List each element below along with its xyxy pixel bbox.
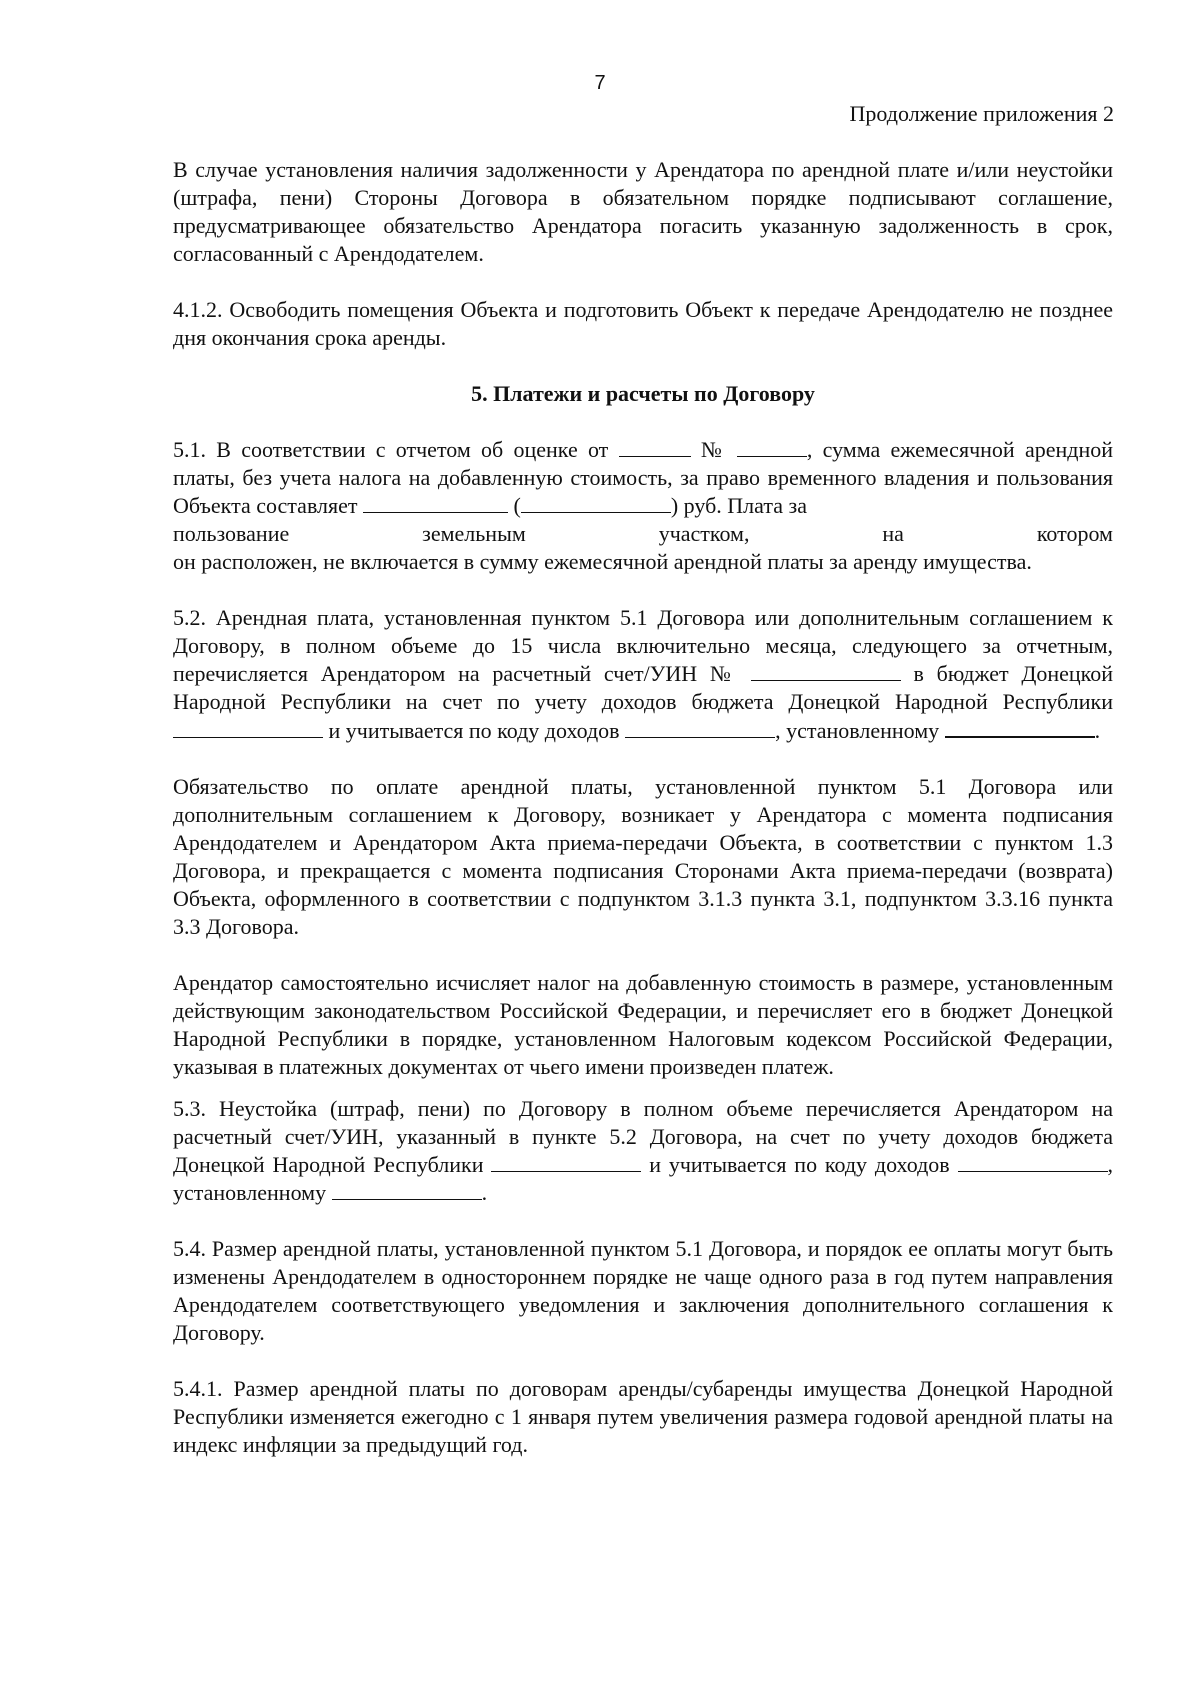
page-number: 7 bbox=[594, 72, 606, 94]
paragraph-5-4: 5.4. Размер арендной платы, установленной пунктом 5.1 Договора, и порядок ее оплаты могут быть изменены Арендодателем в одностороннем порядке не чаще одного раза в год путем направления Арендодателем соответствующего уведомления и заключения дополнительного соглашения к Договору. bbox=[173, 1236, 1113, 1345]
paragraph-debt: В случае установления наличия задолженности у Арендатора по арендной плате и/или неустойки (штрафа, пени) Стороны Договора в обязательном порядке подписывают соглашение, предусматривающее обязательство Арендатора погасить указанную задолженность в срок, согласованный с Арендодателем. bbox=[173, 157, 1113, 266]
continuation-label: Продолжение приложения 2 bbox=[849, 101, 1114, 126]
document-body bbox=[173, 156, 1113, 1459]
blank-report-date bbox=[619, 436, 691, 457]
text-5-1-part6: он расположен, не включается в сумму ежемесячной арендной платы за аренду имущества. bbox=[173, 549, 1032, 574]
text-5-2-part2: в бюджет Донецкой Народной Республики на счет по учету доходов бюджета Донецкой Народной Республики bbox=[173, 661, 1114, 714]
text-5-3-part1: 5.3. Неустойка (штраф, пени) по Договору в полном объеме перечисляется Арендатором на расчетный счет/УИН, указанный в пункте 5.2 Договора, на счет по учету доходов бюджета Донецкой Народной Республики bbox=[173, 1096, 1113, 1177]
text-5-1-part1: 5.1. В соответствии с отчетом об оценке от bbox=[173, 437, 619, 462]
spread-word: участком, bbox=[658, 521, 750, 546]
blank-income-code bbox=[625, 717, 775, 738]
spread-word: земельным bbox=[422, 521, 526, 546]
text-5-2-part1: 5.2. Арендная плата, установленная пунктом 5.1 Договора или дополнительным соглашением к Договору, в полном объеме до 15 числа включительно месяца, следующего за отчетным, перечисляется Арендатором на расчетный счет/УИН № bbox=[173, 605, 1113, 686]
section-5-heading: 5. Платежи и расчеты по Договору bbox=[471, 381, 815, 406]
text-5-1-part5: ) руб. Плата за bbox=[670, 493, 807, 518]
blank-report-number bbox=[737, 436, 807, 457]
spread-word: пользование bbox=[173, 521, 290, 546]
text-5-3-part3: , установленному bbox=[173, 1152, 1113, 1205]
text-5-1-part3: , сумма ежемесячной арендной платы, без учета налога на добавленную стоимость, за право временного владения и пользования Объекта составляет bbox=[173, 437, 1113, 518]
paragraph-5-2 bbox=[173, 604, 1113, 745]
text-5-2-part3: и учитывается по коду доходов bbox=[323, 718, 626, 743]
text-5-3-part2: и учитывается по коду доходов bbox=[641, 1152, 958, 1177]
paragraph-5-1 bbox=[173, 436, 1113, 576]
blank-penalty-income-code bbox=[958, 1151, 1108, 1172]
blank-penalty-account bbox=[491, 1151, 641, 1172]
blank-rent-amount bbox=[363, 492, 508, 513]
paragraph-5-3 bbox=[173, 1095, 1113, 1207]
paragraph-vat: Арендатор самостоятельно исчисляет налог на добавленную стоимость в размере, установленным действующим законодательством Российской Федерации, и перечисляет его в бюджет Донецкой Народной Республики в порядке, установленном Налоговым кодексом Российской Федерации, указывая в платежных документах от чьего имени произведен платеж. bbox=[173, 970, 1113, 1079]
blank-established-by bbox=[945, 716, 1095, 738]
text-5-3-part4: . bbox=[481, 1180, 488, 1205]
spread-line bbox=[173, 520, 1113, 548]
blank-budget-account bbox=[173, 717, 323, 738]
text-5-1-part4: ( bbox=[508, 493, 521, 518]
text-5-2-part5: . bbox=[1094, 718, 1101, 743]
blank-penalty-established-by bbox=[332, 1179, 482, 1200]
text-5-1-part2: № bbox=[690, 437, 737, 462]
blank-rent-amount-words bbox=[521, 492, 671, 513]
paragraph-5-4-1: 5.4.1. Размер арендной платы по договорам аренды/субаренды имущества Донецкой Народной Республики изменяется ежегодно с 1 января путем увеличения размера годовой арендной платы на индекс инфляции за предыдущий год. bbox=[173, 1376, 1113, 1457]
blank-account-uin bbox=[751, 660, 901, 681]
paragraph-4-1-2: 4.1.2. Освободить помещения Объекта и подготовить Объект к передаче Арендодателю не позднее дня окончания срока аренды. bbox=[173, 297, 1113, 350]
paragraph-obligation: Обязательство по оплате арендной платы, установленной пунктом 5.1 Договора или дополнительным соглашением к Договору, возникает у Арендатора с момента подписания Арендодателем и Арендатором Акта приема-передачи Объекта, в соответствии с пунктом 1.3 Договора, и прекращается с момента подписания Сторонами Акта приема-передачи (возврата) Объекта, оформленного в соответствии с подпунктом 3.1.3 пункта 3.1, подпунктом 3.3.16 пункта 3.3 Договора. bbox=[173, 774, 1113, 939]
spread-word: котором bbox=[1036, 521, 1113, 546]
spread-word: на bbox=[882, 521, 904, 546]
text-5-2-part4: , установленному bbox=[775, 718, 945, 743]
